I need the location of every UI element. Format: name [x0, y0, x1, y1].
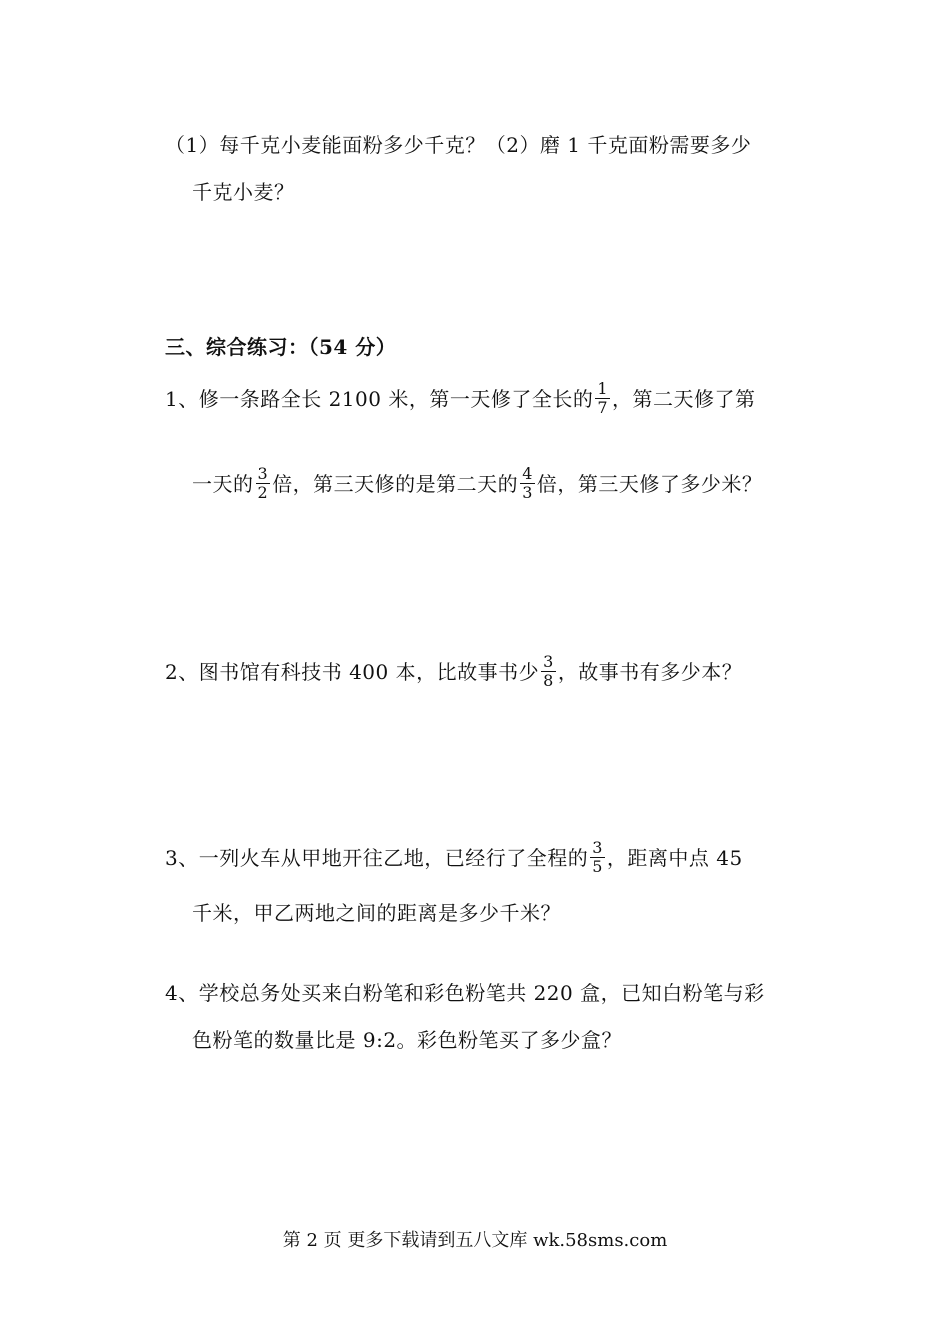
fraction-denominator: 8 — [543, 671, 554, 690]
section-heading: 三、综合练习：（54 分） — [165, 335, 397, 359]
question-text: 一天的 — [192, 472, 254, 496]
question-text: 2、图书馆有科技书 400 本，比故事书少 — [165, 660, 540, 684]
question-3-line-1 — [165, 838, 743, 878]
question-text: ，第二天修了第 — [612, 387, 756, 411]
question-4-line-2: 色粉笔的数量比是 9:2。彩色粉笔买了多少盒？ — [192, 1028, 623, 1052]
fraction — [520, 465, 535, 502]
question-text: 3、一列火车从甲地开往乙地，已经行了全程的 — [165, 846, 589, 870]
question-1-line-1 — [165, 379, 756, 419]
fraction-numerator: 4 — [522, 464, 533, 483]
fraction — [541, 653, 556, 690]
fraction — [256, 465, 271, 502]
question-line: 千克小麦？ — [192, 180, 295, 204]
fraction-numerator: 3 — [592, 838, 603, 857]
fraction-numerator: 1 — [597, 379, 609, 398]
question-text: 倍，第三天修了多少米？ — [536, 472, 763, 496]
fraction-denominator: 3 — [522, 483, 533, 502]
fraction — [595, 380, 610, 417]
fraction-denominator: 5 — [592, 857, 603, 876]
fraction-denominator: 7 — [597, 398, 609, 417]
fraction-numerator: 3 — [543, 652, 554, 671]
question-2 — [165, 652, 743, 692]
question-text: 1、修一条路全长 2100 米，第一天修了全长的 — [165, 387, 594, 411]
question-text: ，故事书有多少本？ — [557, 660, 743, 684]
question-1-line-2 — [192, 464, 763, 504]
question-text: ，距离中点 45 — [606, 846, 743, 870]
fraction — [590, 839, 605, 876]
page-footer: 第 2 页 更多下载请到五八文库 wk.58sms.com — [282, 1230, 668, 1251]
question-line: （1）每千克小麦能面粉多少千克？（2）磨 1 千克面粉需要多少 — [165, 133, 752, 157]
question-4-line-1: 4、学校总务处买来白粉笔和彩色粉笔共 220 盒，已知白粉笔与彩 — [165, 981, 765, 1005]
question-3-line-2: 千米，甲乙两地之间的距离是多少千米？ — [192, 901, 561, 925]
question-text: 倍，第三天修的是第二天的 — [272, 472, 519, 496]
fraction-numerator: 3 — [257, 464, 269, 483]
fraction-denominator: 2 — [257, 483, 269, 502]
